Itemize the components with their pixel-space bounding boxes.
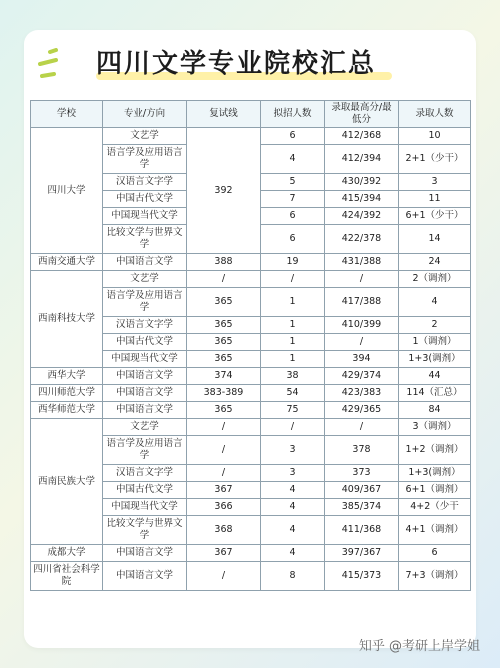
admit-cell: 11 xyxy=(399,191,471,208)
major-cell: 中国古代文学 xyxy=(103,334,187,351)
score-cell: 373 xyxy=(325,465,399,482)
score-cell: 424/392 xyxy=(325,208,399,225)
admit-cell: 4 xyxy=(399,288,471,317)
admit-cell: 7+3（调剂） xyxy=(399,562,471,591)
plan-cell: 6 xyxy=(261,225,325,254)
plan-cell: 4 xyxy=(261,482,325,499)
admit-cell: 84 xyxy=(399,402,471,419)
line-cell: / xyxy=(187,465,261,482)
plan-cell: 75 xyxy=(261,402,325,419)
admit-cell: 4+2（少干 xyxy=(399,499,471,516)
school-cell: 西南交通大学 xyxy=(31,254,103,271)
line-cell: 365 xyxy=(187,351,261,368)
header-school: 学校 xyxy=(31,101,103,128)
line-cell: 374 xyxy=(187,368,261,385)
table-row xyxy=(31,545,471,562)
admit-cell: 6+1（调剂） xyxy=(399,482,471,499)
admit-cell: 6+1（少干） xyxy=(399,208,471,225)
plan-cell: 3 xyxy=(261,436,325,465)
score-cell: 394 xyxy=(325,351,399,368)
plan-cell: / xyxy=(261,271,325,288)
major-cell: 文艺学 xyxy=(103,128,187,145)
admit-cell: 3 xyxy=(399,174,471,191)
major-cell: 中国语言文学 xyxy=(103,562,187,591)
admit-cell: 1（调剂） xyxy=(399,334,471,351)
plan-cell: 1 xyxy=(261,288,325,317)
score-cell: 411/368 xyxy=(325,516,399,545)
score-cell: 378 xyxy=(325,436,399,465)
line-cell: 388 xyxy=(187,254,261,271)
score-cell: 423/383 xyxy=(325,385,399,402)
plan-cell: / xyxy=(261,419,325,436)
line-cell: 365 xyxy=(187,317,261,334)
plan-cell: 8 xyxy=(261,562,325,591)
line-cell: / xyxy=(187,419,261,436)
header-major: 专业/方向 xyxy=(103,101,187,128)
plan-cell: 6 xyxy=(261,208,325,225)
plan-cell: 5 xyxy=(261,174,325,191)
line-cell: / xyxy=(187,436,261,465)
score-table xyxy=(30,100,471,591)
line-cell: 365 xyxy=(187,402,261,419)
admit-cell: 2 xyxy=(399,317,471,334)
major-cell: 比较文学与世界文学 xyxy=(103,516,187,545)
table-header-row xyxy=(31,101,471,128)
plan-cell: 54 xyxy=(261,385,325,402)
score-cell: 385/374 xyxy=(325,499,399,516)
score-cell: 397/367 xyxy=(325,545,399,562)
major-cell: 比较文学与世界文学 xyxy=(103,225,187,254)
admit-cell: 1+3(调剂） xyxy=(399,351,471,368)
line-cell: 367 xyxy=(187,482,261,499)
major-cell: 中国语言文学 xyxy=(103,402,187,419)
plan-cell: 1 xyxy=(261,334,325,351)
score-cell: / xyxy=(325,419,399,436)
major-cell: 语言学及应用语言学 xyxy=(103,288,187,317)
admit-cell: 4+1（调剂） xyxy=(399,516,471,545)
plan-cell: 4 xyxy=(261,516,325,545)
line-cell: 368 xyxy=(187,516,261,545)
major-cell: 中国现当代文学 xyxy=(103,351,187,368)
plan-cell: 3 xyxy=(261,465,325,482)
table-row xyxy=(31,271,471,288)
score-cell: 412/394 xyxy=(325,145,399,174)
school-cell: 西华大学 xyxy=(31,368,103,385)
watermark-text: 知乎 @考研上岸学姐 xyxy=(358,639,480,654)
major-cell: 中国语言文学 xyxy=(103,254,187,271)
plan-cell: 1 xyxy=(261,317,325,334)
table-row xyxy=(31,128,471,145)
line-cell: / xyxy=(187,562,261,591)
major-cell: 语言学及应用语言学 xyxy=(103,436,187,465)
plan-cell: 38 xyxy=(261,368,325,385)
admit-cell: 2（调剂） xyxy=(399,271,471,288)
plan-cell: 4 xyxy=(261,145,325,174)
table-row xyxy=(31,254,471,271)
school-cell: 成都大学 xyxy=(31,545,103,562)
sparkle-decoration-icon xyxy=(36,48,62,82)
major-cell: 中国语言文学 xyxy=(103,545,187,562)
page-title: 四川文学专业院校汇总 xyxy=(96,49,377,79)
admit-cell: 24 xyxy=(399,254,471,271)
school-cell: 西南科技大学 xyxy=(31,271,103,368)
major-cell: 汉语言文字学 xyxy=(103,317,187,334)
score-cell: 415/394 xyxy=(325,191,399,208)
major-cell: 文艺学 xyxy=(103,271,187,288)
major-cell: 中国古代文学 xyxy=(103,482,187,499)
plan-cell: 6 xyxy=(261,128,325,145)
line-cell: / xyxy=(187,271,261,288)
score-cell: 431/388 xyxy=(325,254,399,271)
score-cell: 415/373 xyxy=(325,562,399,591)
major-cell: 中国语言文学 xyxy=(103,368,187,385)
score-cell: 417/388 xyxy=(325,288,399,317)
score-cell: / xyxy=(325,271,399,288)
major-cell: 中国古代文学 xyxy=(103,191,187,208)
score-cell: 410/399 xyxy=(325,317,399,334)
school-cell: 四川师范大学 xyxy=(31,385,103,402)
major-cell: 语言学及应用语言学 xyxy=(103,145,187,174)
admit-cell: 114（汇总） xyxy=(399,385,471,402)
score-cell: 429/365 xyxy=(325,402,399,419)
admit-cell: 2+1（少干） xyxy=(399,145,471,174)
score-cell: 430/392 xyxy=(325,174,399,191)
admit-cell: 1+3(调剂） xyxy=(399,465,471,482)
line-cell: 367 xyxy=(187,545,261,562)
header-score: 录取最高分/最低分 xyxy=(325,101,399,128)
admit-cell: 14 xyxy=(399,225,471,254)
major-cell: 汉语言文字学 xyxy=(103,465,187,482)
line-cell: 366 xyxy=(187,499,261,516)
major-cell: 文艺学 xyxy=(103,419,187,436)
score-cell: 409/367 xyxy=(325,482,399,499)
table-row xyxy=(31,385,471,402)
score-cell: 429/374 xyxy=(325,368,399,385)
score-cell: 422/378 xyxy=(325,225,399,254)
major-cell: 中国语言文学 xyxy=(103,385,187,402)
line-cell: 365 xyxy=(187,288,261,317)
school-cell: 四川大学 xyxy=(31,128,103,254)
table-row xyxy=(31,419,471,436)
major-cell: 中国现当代文学 xyxy=(103,499,187,516)
school-cell: 西南民族大学 xyxy=(31,419,103,545)
plan-cell: 19 xyxy=(261,254,325,271)
table-row xyxy=(31,562,471,591)
plan-cell: 4 xyxy=(261,545,325,562)
header-admit: 录取人数 xyxy=(399,101,471,128)
admit-cell: 3（调剂） xyxy=(399,419,471,436)
line-cell: 392 xyxy=(187,128,261,254)
admit-cell: 44 xyxy=(399,368,471,385)
plan-cell: 1 xyxy=(261,351,325,368)
school-cell: 西华师范大学 xyxy=(31,402,103,419)
school-cell: 四川省社会科学院 xyxy=(31,562,103,591)
plan-cell: 4 xyxy=(261,499,325,516)
major-cell: 中国现当代文学 xyxy=(103,208,187,225)
plan-cell: 7 xyxy=(261,191,325,208)
line-cell: 365 xyxy=(187,334,261,351)
table-row xyxy=(31,368,471,385)
table-row xyxy=(31,402,471,419)
score-cell: / xyxy=(325,334,399,351)
header-plan: 拟招人数 xyxy=(261,101,325,128)
header-retest-line: 复试线 xyxy=(187,101,261,128)
line-cell: 383-389 xyxy=(187,385,261,402)
admit-cell: 6 xyxy=(399,545,471,562)
admit-cell: 10 xyxy=(399,128,471,145)
admit-cell: 1+2（调剂） xyxy=(399,436,471,465)
major-cell: 汉语言文字学 xyxy=(103,174,187,191)
score-cell: 412/368 xyxy=(325,128,399,145)
